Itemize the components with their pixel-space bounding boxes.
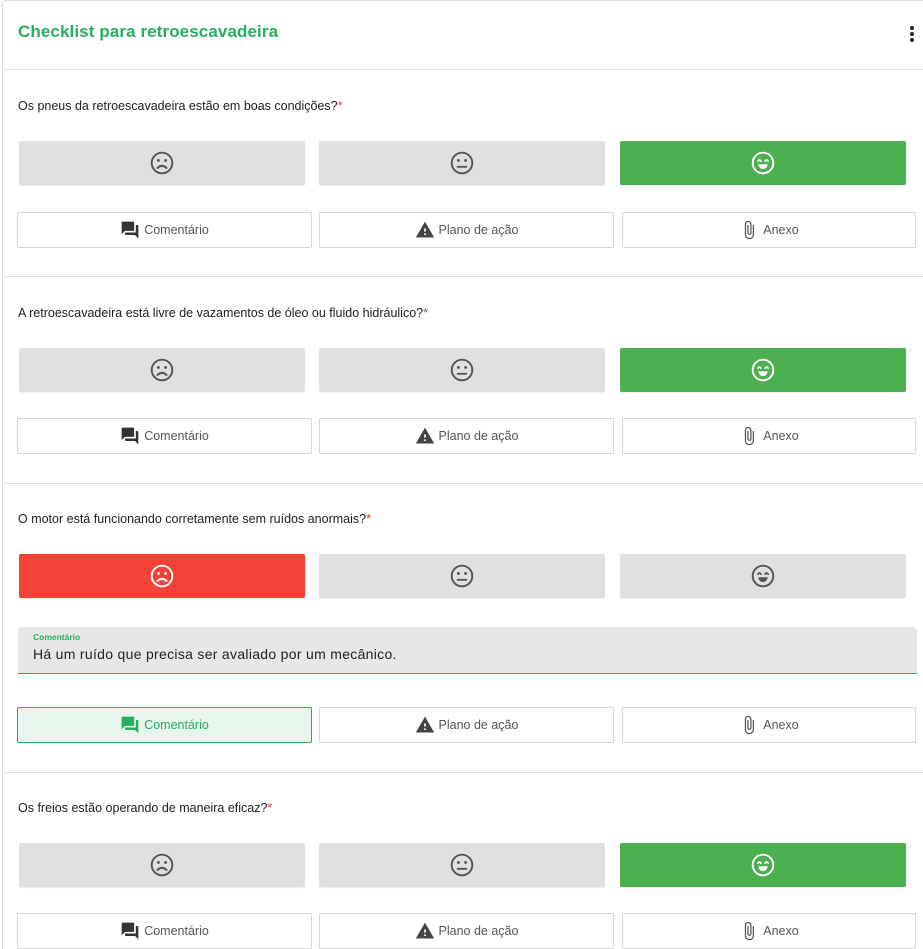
comment-field-label: Comentário [33,632,81,642]
comment-field[interactable] [18,627,917,674]
question-item [3,773,923,949]
question-text: Os pneus da retroescavadeira estão em boas condições?* [18,99,343,113]
action-plan-button[interactable]: Plano de ação [319,913,614,949]
forum-icon [120,426,140,446]
rating-neutral-button[interactable] [319,141,605,185]
rating-bad-button[interactable] [19,554,305,598]
action-plan-button[interactable]: Plano de ação [319,418,614,454]
happy-face-icon [750,357,776,383]
paperclip-icon [739,715,759,735]
action-plan-button[interactable]: Plano de ação [319,212,614,248]
rating-neutral-button[interactable] [319,348,605,392]
paperclip-icon [739,426,759,446]
paperclip-icon [739,921,759,941]
attachment-button[interactable]: Anexo [622,212,916,248]
sad-face-icon [149,357,175,383]
card-header [3,1,923,70]
sad-face-icon [149,150,175,176]
rating-bad-button[interactable] [19,843,305,887]
happy-face-icon [750,150,776,176]
question-text: A retroescavadeira está livre de vazamentos de óleo ou fluido hidráulico?* [18,306,428,320]
question-item [3,71,923,277]
rating-neutral-button[interactable] [319,843,605,887]
warning-icon [415,220,435,240]
neutral-face-icon [449,852,475,878]
warning-icon [415,921,435,941]
forum-icon [120,220,140,240]
rating-good-button[interactable] [620,843,906,887]
warning-icon [415,426,435,446]
more-vert-icon[interactable] [904,21,920,47]
attachment-button[interactable]: Anexo [622,707,916,743]
sad-face-icon [149,563,175,589]
comment-button[interactable]: Comentário [17,418,312,454]
comment-field-value[interactable]: Há um ruído que precisa ser avaliado por um mecânico. [33,646,397,662]
action-plan-button[interactable]: Plano de ação [319,707,614,743]
sad-face-icon [149,852,175,878]
happy-face-icon [750,852,776,878]
question-text: Os freios estão operando de maneira eficaz?* [18,801,273,815]
neutral-face-icon [449,150,475,176]
warning-icon [415,715,435,735]
rating-good-button[interactable] [620,141,906,185]
attachment-button[interactable]: Anexo [622,418,916,454]
rating-good-button[interactable] [620,348,906,392]
paperclip-icon [739,220,759,240]
page-title: Checklist para retroescavadeira [18,22,279,41]
happy-face-icon [750,563,776,589]
attachment-button[interactable]: Anexo [622,913,916,949]
checklist-card [2,0,923,949]
rating-bad-button[interactable] [19,141,305,185]
question-item [3,278,923,484]
rating-good-button[interactable] [620,554,906,598]
question-text: O motor está funcionando corretamente sem ruídos anormais?* [18,512,371,526]
comment-button[interactable]: Comentário [17,913,312,949]
neutral-face-icon [449,563,475,589]
forum-icon [120,921,140,941]
rating-neutral-button[interactable] [319,554,605,598]
comment-button[interactable]: Comentário [17,707,312,743]
rating-bad-button[interactable] [19,348,305,392]
comment-button[interactable]: Comentário [17,212,312,248]
forum-icon [120,715,140,735]
question-item [3,484,923,773]
neutral-face-icon [449,357,475,383]
